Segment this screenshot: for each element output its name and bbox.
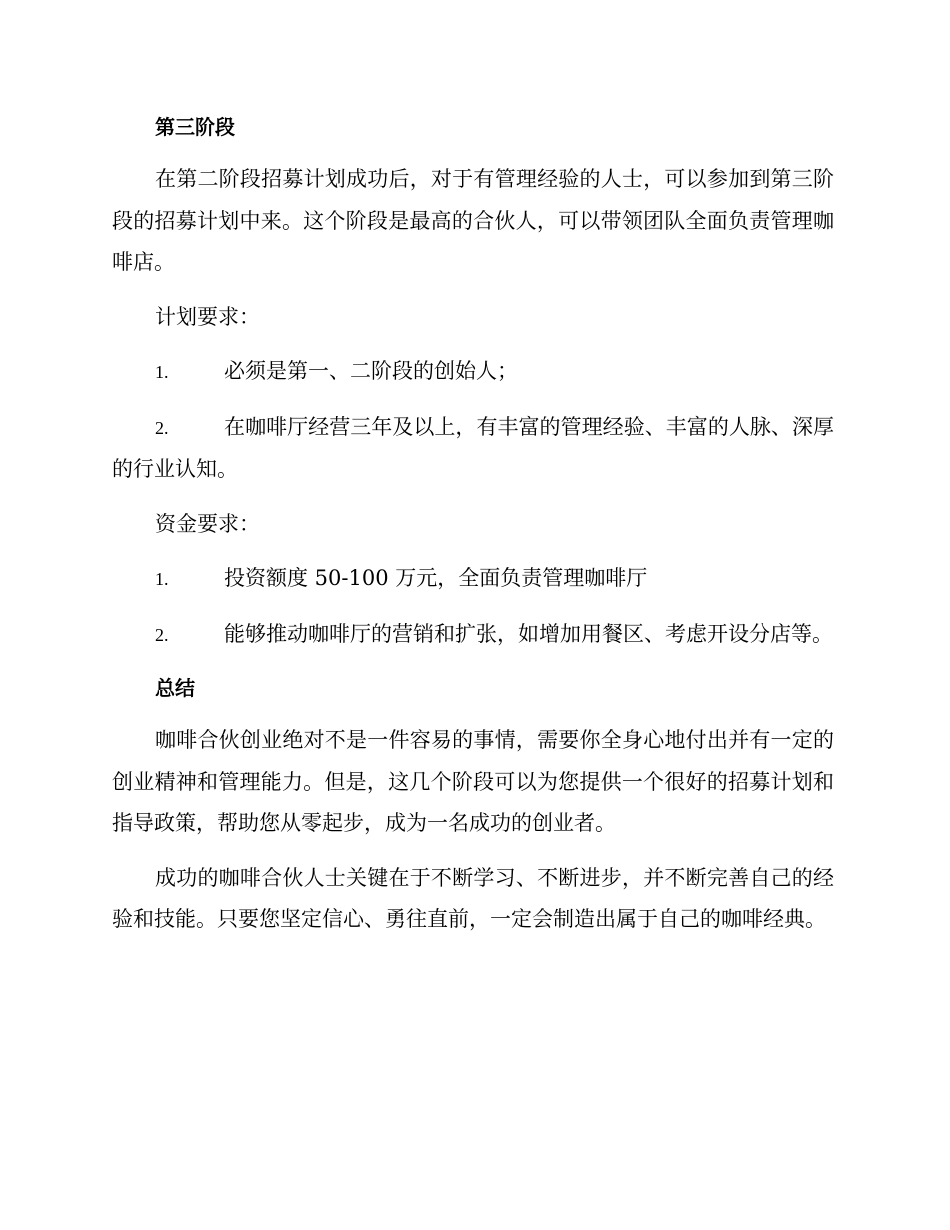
plan-item-1-text: 必须是第一、二阶段的创始人； (224, 359, 518, 383)
fund-item-1 (112, 558, 834, 601)
section3-intro: 在第二阶段招募计划成功后，对于有管理经验的人士，可以参加到第三阶段的招募计划中来。这个阶段是最高的合伙人，可以带领团队全面负责管理咖啡店。 (112, 167, 834, 274)
plan-item-2 (112, 407, 834, 491)
fund-item-2-text: 能够推动咖啡厅的营销和扩张，如增加用餐区、考虑开设分店等。 (224, 621, 833, 646)
summary-paragraph-2: 成功的咖啡合伙人士关键在于不断学习、不断进步，并不断完善自己的经验和技能。只要您坚定信心、勇往直前，一定会制造出属于自己的咖啡经典。 (112, 865, 834, 931)
document-page (112, 108, 834, 954)
plan-item-1 (112, 351, 834, 394)
fund-item-2-number: 2. (155, 624, 169, 645)
plan-requirements-label: 计划要求： (155, 304, 260, 329)
plan-item-1-number: 1. (155, 362, 169, 382)
fund-item-1-number: 1. (155, 569, 169, 589)
summary-heading: 总结 (155, 676, 195, 700)
plan-item-2-text: 在咖啡厅经营三年及以上，有丰富的管理经验、丰富的人脉、深厚的行业认知。 (112, 414, 834, 481)
plan-item-2-number: 2. (155, 417, 169, 438)
fund-requirements-label: 资金要求： (155, 511, 260, 536)
fund-item-1-text: 投资额度 50-100 万元，全面负责管理咖啡厅 (224, 566, 648, 590)
fund-item-2 (112, 614, 834, 657)
summary-paragraph-1: 咖啡合伙创业绝对不是一件容易的事情，需要你全身心地付出并有一定的创业精神和管理能力。但是，这几个阶段可以为您提供一个很好的招募计划和指导政策，帮助您从零起步，成为一名成功的创业者。 (112, 728, 834, 835)
section3-heading: 第三阶段 (155, 115, 235, 139)
